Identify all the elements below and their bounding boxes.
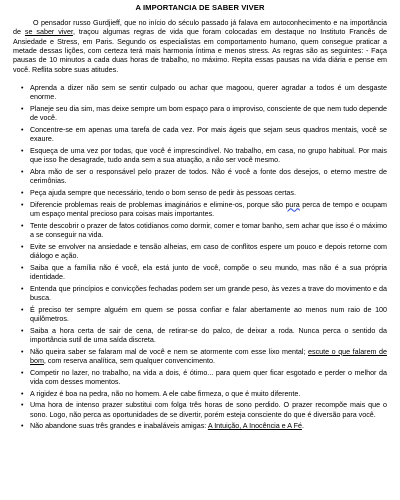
bullet-icon: • [21,85,24,93]
intro-underlined-phrase: se saber viver [24,28,73,37]
list-item [21,305,387,325]
bullet-icon: • [21,264,24,272]
list-item [21,168,387,187]
list-item-text: , com reserva analítica, sem qualquer convencimento. [43,356,215,365]
bullet-icon: • [21,243,24,251]
list-item-text: Diferencie problemas reais de problemas imaginários e elimine-os, porque são [30,200,286,209]
bullet-icon: • [21,327,24,335]
list-item-text: Saiba que a família não é você, ela está junto de você, compõe o seu mundo, mas não é a sua própria identidade. [30,263,387,281]
document-title: A IMPORTANCIA DE SABER VIVER [135,3,265,12]
list-item [21,263,387,283]
list-item [21,147,387,166]
list-item [21,126,387,145]
list-item [21,200,387,220]
bullet-icon: • [21,222,24,230]
list-item [21,242,387,262]
list-item [21,368,387,388]
list-item-text: Esqueça de uma vez por todas, que você é imprescindível. No trabalho, em casa, no grupo habitual. Por mais que isso lhe desagrade, tudo anda sem a sua atuação, a não ser você mesmo. [30,147,387,165]
bullet-icon: • [21,285,24,293]
list-item [21,326,387,346]
list-item-text: Concentre-se em apenas uma tarefa de cada vez. Por mais ágeis que sejam seus quadros mentais, você se exaure. [30,126,387,144]
list-item-text: Não queira saber se falaram mal de você e nem se atormente com esse lixo mental; [30,347,309,356]
bullet-icon: • [21,127,24,135]
bullet-icon: • [21,189,24,197]
bullet-icon: • [21,306,24,314]
list-item-text: perca de tempo e ocupam um espaço mental precioso para coisas mais importantes. [30,200,387,218]
bullet-icon: • [21,148,24,156]
bullet-icon: • [21,402,24,410]
intro-text-part2: , traçou algumas regras de vida que foram colocadas em destaque no Instituto Francês de Ansiedade e Stress, em Paris. Segundo os especialistas em comportamento humano, quem consegue praticar a metade dessas lições, com certeza terá mais harmonia íntima e menos stress. As regras são as seguintes: - Faça pausas de 10 minutos a cada duas horas de trabalho, no máximo. Repita essas pausas na vida diária e pense em você. Reflita sobre suas atitudes. [13,28,387,74]
list-item-text: Saiba a hora certa de sair de cena, de retirar-se do palco, de deixar a roda. Nunca perca o sentido da importância sutil de uma saída discreta. [30,326,387,344]
list-item [21,401,387,420]
list-item [21,422,387,431]
list-item-text: A rigidez é boa na pedra, não no homem. A ele cabe firmeza, o que é muito diferente. [30,389,301,398]
bullet-icon: • [21,348,24,356]
list-item-text: Entenda que princípios e convicções fechadas podem ser um grande peso, às vezes a trave do movimento e da busca. [30,284,387,302]
list-item-text: . [301,422,304,431]
list-item [21,284,387,304]
bullet-icon: • [21,201,24,209]
list-item-underlined-text: A Intuição, A Inocência e A Fé [207,422,302,431]
bullet-icon: • [21,169,24,176]
list-item [21,221,387,241]
list-item-text: Uma hora de intenso prazer substitui com folga três horas de sono perdido. O prazer recompõe mais que o sono. Logo, não perca as oportunidades de se divertir, porém esteja consciente do que é diversão para você. [30,401,387,419]
list-item [21,347,387,367]
list-item [21,105,387,124]
bullet-icon: • [21,106,24,114]
list-item-text: Tente descobrir o prazer de fatos cotidianos como dormir, comer e tomar banho, sem achar que isso é o máximo a se conseguir na vida. [30,221,387,239]
list-item-text: Competir no lazer, no trabalho, na vida a dois, é ótimo... para quem quer ficar esgotado e perder o melhor da vida com desses momentos. [30,368,387,386]
bullet-icon: • [21,390,24,398]
list-item-text: Planeje seu dia sim, mas deixe sempre um bom espaço para o improviso, consciente de que nem tudo depende de você. [30,105,387,123]
intro-paragraph [13,19,387,75]
list-item-underlined-text: pura [285,200,300,209]
bullet-icon: • [21,423,24,431]
intro-text-part1: O pensador russo Gurdjieff, que no início do século passado já falava em autoconhecimento e na importância de [13,19,387,37]
list-item-text: Aprenda a dizer não sem se sentir culpado ou achar que magoou, querer agradar a todos é um desgaste enorme. [30,84,387,102]
list-item-text: Não abandone suas três grandes e inabaláveis amigas: [30,422,208,431]
list-item-text: Peça ajuda sempre que necessário, tendo o bom senso de pedir às pessoas certas. [30,188,296,197]
list-item-text: É preciso ter sempre alguém em quem se possa confiar e falar abertamente ao menos num raio de 100 quilômetros. [30,305,387,323]
list-item-underlined-text: escute o que falarem de bom [30,347,387,365]
bullet-icon: • [21,369,24,377]
list-item [21,188,387,198]
list-item-text: Evite se envolver na ansiedade e tensão alheias, em caso de conflitos espere um pouco e depois retorne com diálogo e ação. [30,242,387,260]
list-item [21,389,387,399]
rules-list [13,84,387,431]
list-item [21,84,387,103]
list-item-text: Abra mão de ser o responsável pelo prazer de todos. Não é você a fonte dos desejos, o eterno mestre de cerimônias. [30,168,387,186]
